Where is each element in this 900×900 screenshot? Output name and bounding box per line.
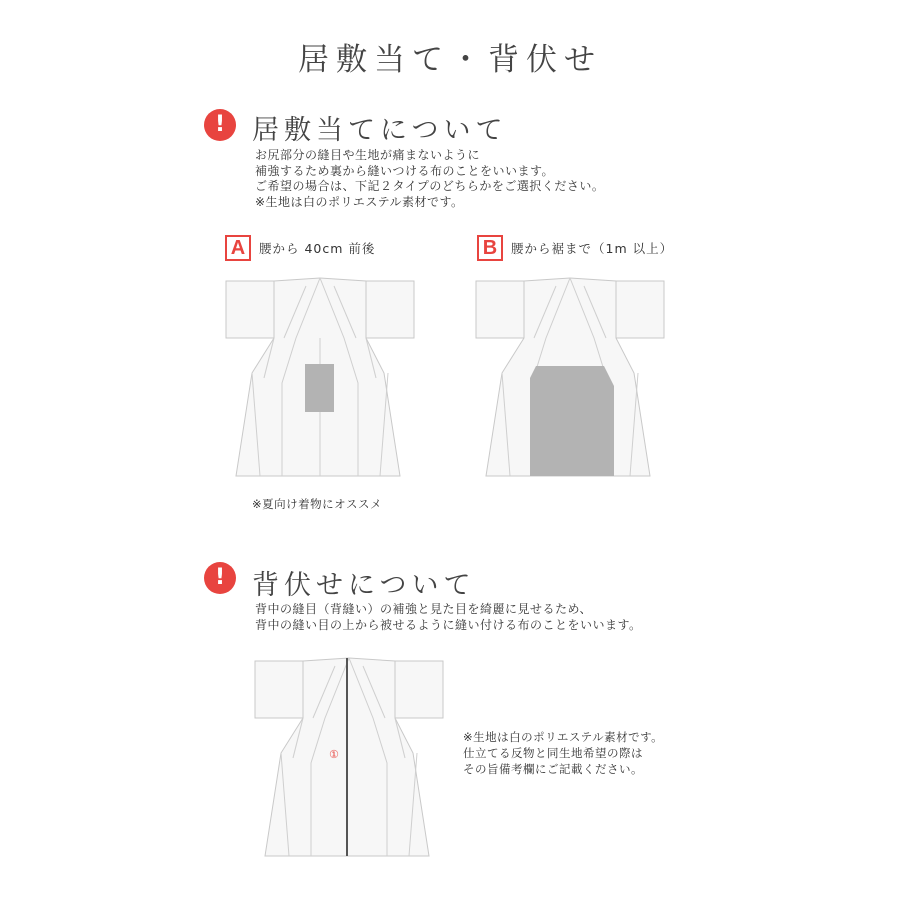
patch-a [305,364,334,412]
section2-note [463,729,663,777]
section2-note-line: ※生地は白のポリエステル素材です。 [463,730,664,744]
type-a-label [225,235,375,261]
section2-description [255,602,642,633]
alert-icon: ! [204,562,236,594]
type-b-label [477,235,673,261]
section1-line: ※生地は白のポリエステル素材です。 [255,194,464,209]
section2-line: 背中の縫目（背縫い）の補強と見た目を綺麗に見せるため、 [255,602,593,616]
section2-line: 背中の縫い目の上から被せるように縫い付ける布のことをいいます。 [255,617,642,632]
alert-icon: ! [204,109,236,141]
section1-line: お尻部分の縫目や生地が痛まないように [255,148,481,162]
type-b-text: 腰から裾まで（1m 以上） [511,241,674,256]
seam-marker: ① [329,748,339,761]
type-a-text: 腰から 40cm 前後 [259,241,376,256]
section1-line: ご希望の場合は、下記２タイプのどちらかをご選択ください。 [255,179,605,193]
section2-note-line: その旨備考欄にご記載ください。 [463,762,643,776]
section1-heading: 居敷当てについて [252,115,508,146]
page-title: 居敷当て・背伏せ [298,42,602,78]
kimono-diagram-back-seam [253,658,445,864]
section2-note-line: 仕立てる反物と同生地希望の際は [463,746,643,760]
patch-b [530,366,614,476]
kimono-diagram-b [474,278,666,484]
section1-description [255,148,604,210]
kimono-diagram-a [224,278,416,484]
section1-line: 補強するため裏から縫いつける布のことをいいます。 [255,163,555,178]
type-b-badge: B [477,235,503,261]
type-a-badge: A [225,235,251,261]
section2-heading: 背伏せについて [252,570,476,601]
type-a-note: ※夏向け着物にオススメ [252,497,383,511]
